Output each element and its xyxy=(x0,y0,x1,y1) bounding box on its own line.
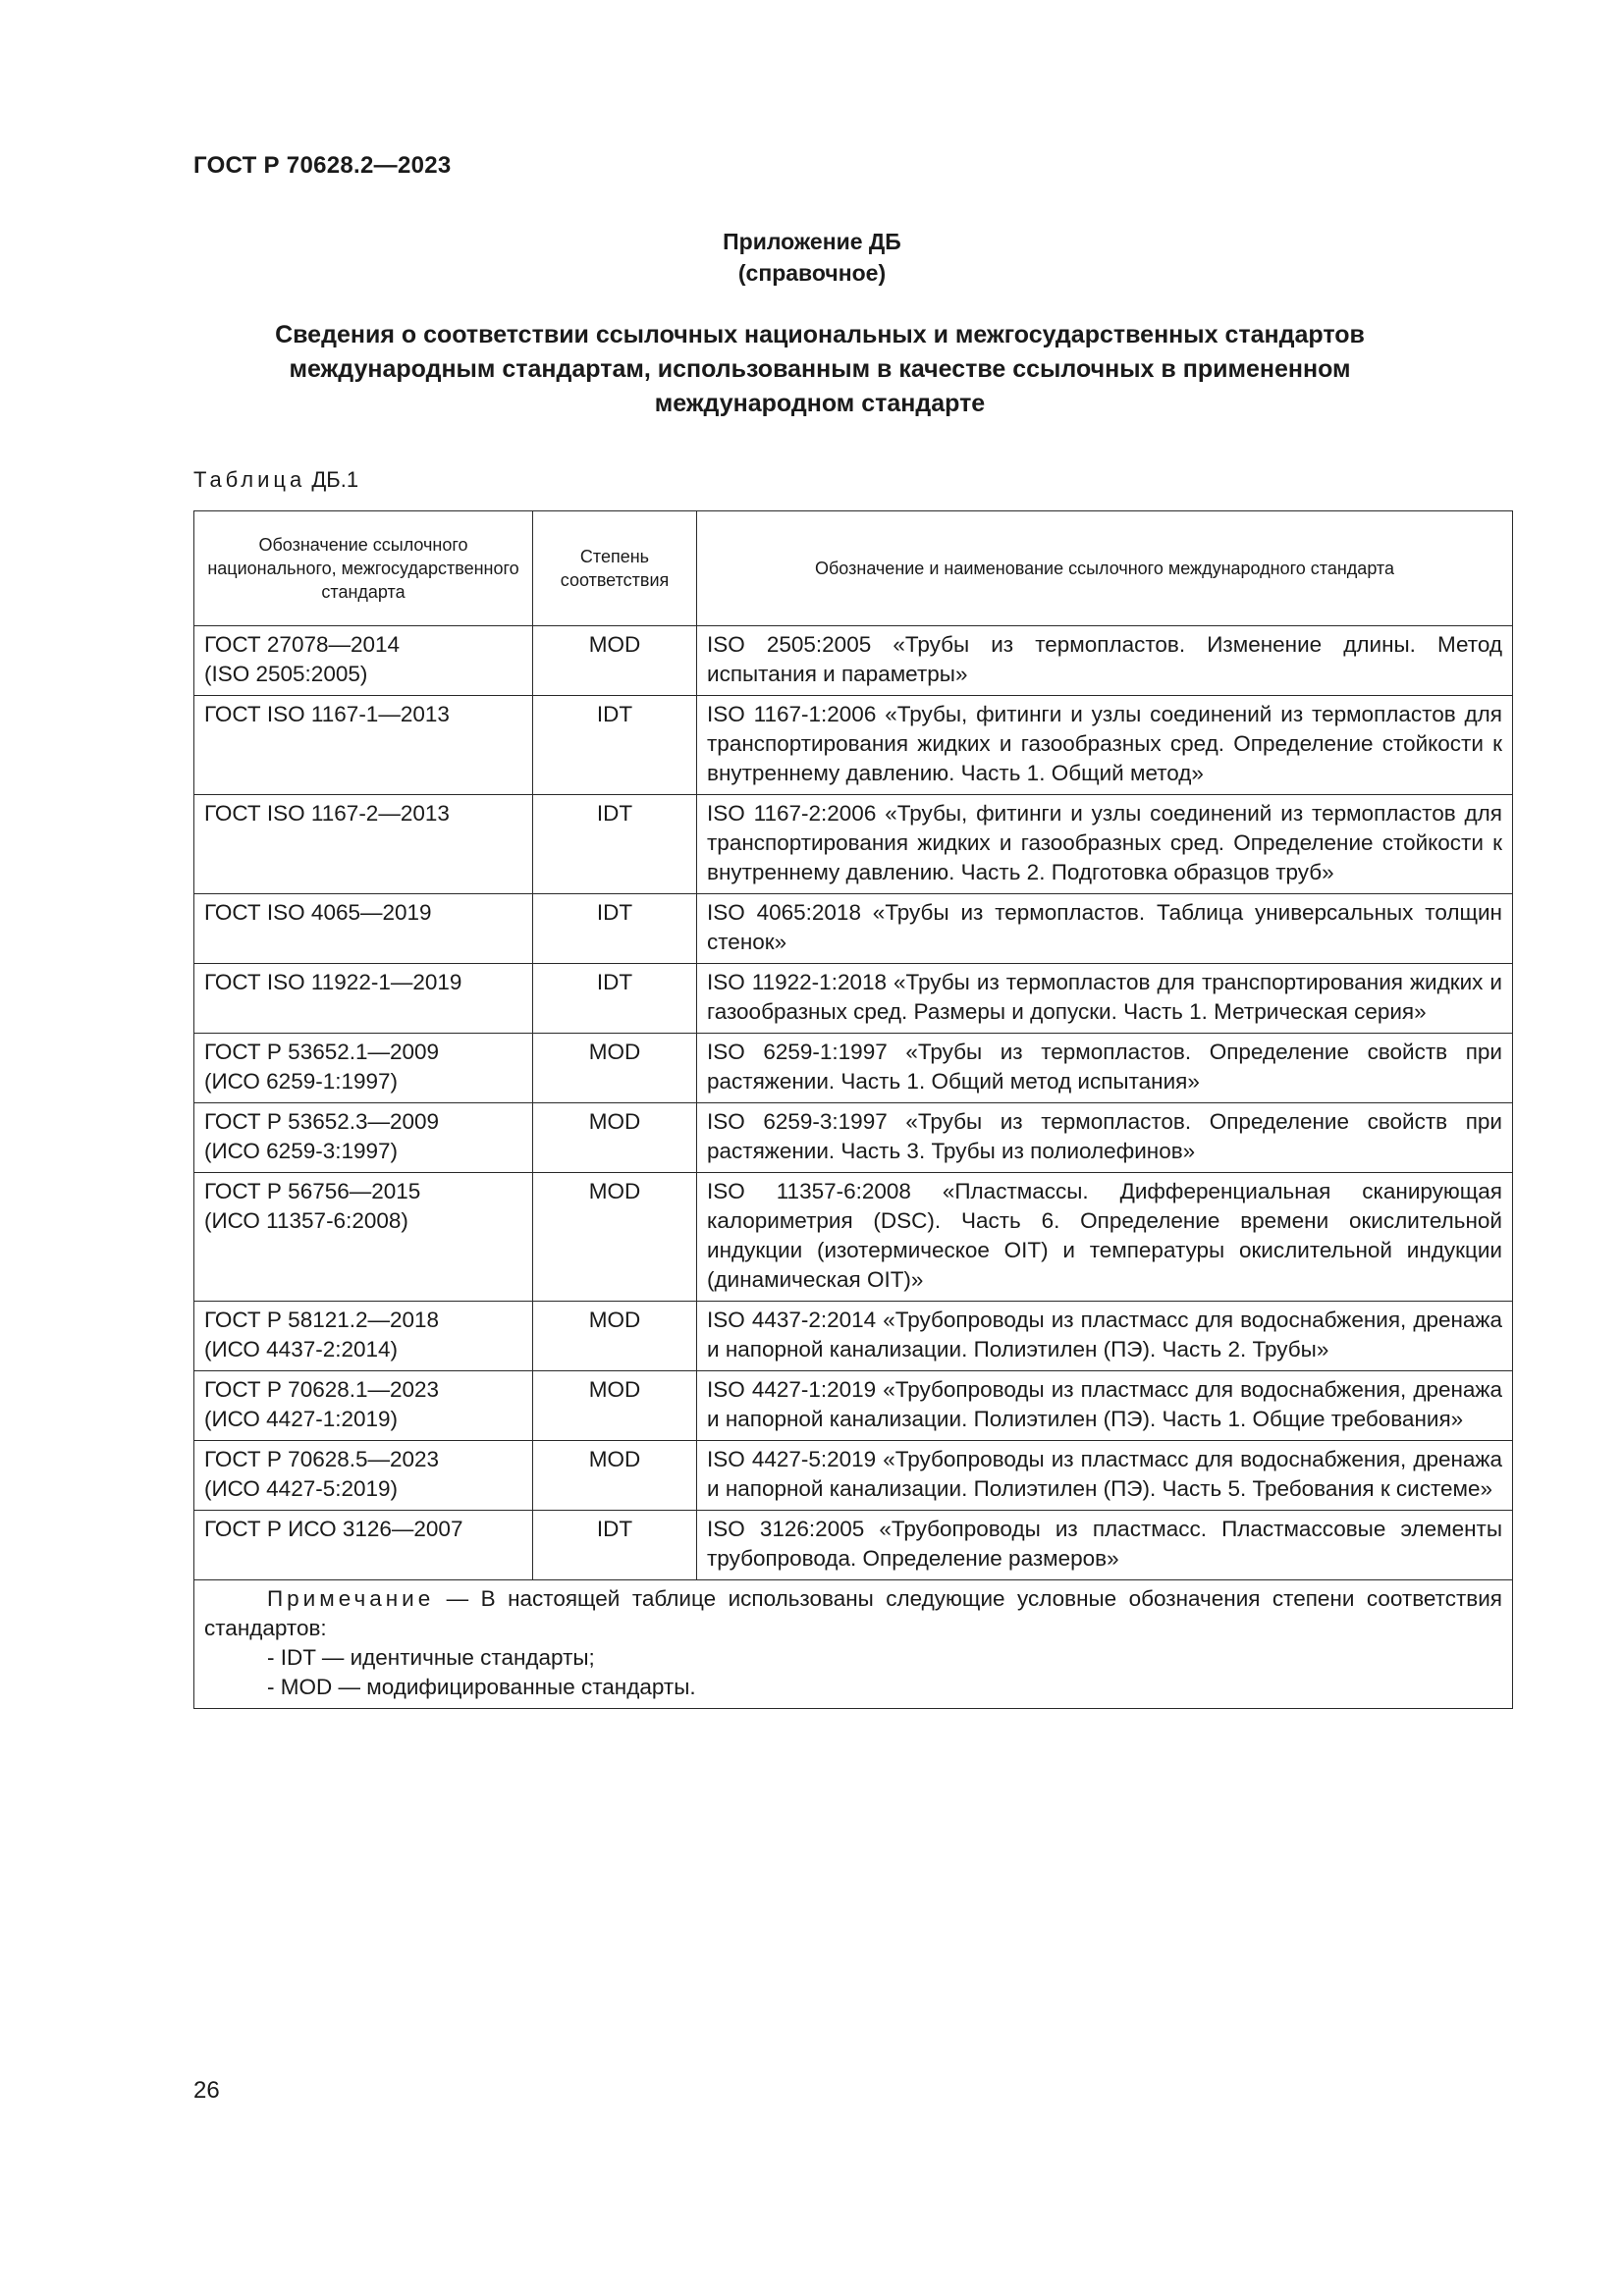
note-item: - IDT — идентичные стандарты; xyxy=(267,1645,595,1670)
cell-degree: MOD xyxy=(533,1173,697,1302)
cell-designation xyxy=(194,795,533,894)
table-row xyxy=(194,626,1513,696)
table-row xyxy=(194,894,1513,964)
table-row xyxy=(194,696,1513,795)
cell-degree: MOD xyxy=(533,1034,697,1103)
cell-degree: IDT xyxy=(533,795,697,894)
cell-designation xyxy=(194,964,533,1034)
cell-degree: IDT xyxy=(533,696,697,795)
designation-line: (ISO 2505:2005) xyxy=(204,662,368,686)
cell-international-standard: ISO 11357-6:2008 «Пластмассы. Дифференциальная сканирующая калориметрия (DSC). Часть 6. Определение времени окислительной индукции (изотермическое OIT) и температуры окислительной индукции (динамическая OIT)» xyxy=(697,1173,1513,1302)
designation-line: (ИСО 4437-2:2014) xyxy=(204,1337,399,1362)
cell-international-standard: ISO 4065:2018 «Трубы из термопластов. Таблица универсальных толщин стенок» xyxy=(697,894,1513,964)
designation-line: ГОСТ Р 56756—2015 xyxy=(204,1179,421,1203)
cell-degree: IDT xyxy=(533,1511,697,1580)
designation-line: (ИСО 4427-5:2019) xyxy=(204,1476,399,1501)
cell-international-standard: ISO 4427-5:2019 «Трубопроводы из пластмасс для водоснабжения, дренажа и напорной канализации. Полиэтилен (ПЭ). Часть 5. Требования к системе» xyxy=(697,1441,1513,1511)
table-caption-number: ДБ.1 xyxy=(311,467,359,492)
cell-degree: MOD xyxy=(533,1302,697,1371)
table-row xyxy=(194,1511,1513,1580)
note-label: Примечание xyxy=(267,1586,435,1611)
cell-designation xyxy=(194,1511,533,1580)
cell-designation xyxy=(194,626,533,696)
cell-degree: IDT xyxy=(533,964,697,1034)
cell-designation xyxy=(194,1034,533,1103)
designation-line: (ИСО 6259-3:1997) xyxy=(204,1139,399,1163)
page-number: 26 xyxy=(193,2077,220,2104)
cell-degree: MOD xyxy=(533,626,697,696)
heading-line: международным стандартам, использованным в качестве ссылочных в примененном xyxy=(289,355,1351,383)
cell-degree: MOD xyxy=(533,1441,697,1511)
cell-international-standard: ISO 3126:2005 «Трубопроводы из пластмасс. Пластмассовые элементы трубопровода. Определение размеров» xyxy=(697,1511,1513,1580)
cell-international-standard: ISO 6259-1:1997 «Трубы из термопластов. Определение свойств при растяжении. Часть 1. Общий метод испытания» xyxy=(697,1034,1513,1103)
designation-line: ГОСТ Р 58121.2—2018 xyxy=(204,1308,440,1332)
cell-degree: IDT xyxy=(533,894,697,964)
heading-line: Сведения о соответствии ссылочных национальных и межгосударственных стандартов xyxy=(275,321,1365,348)
cell-international-standard: ISO 4427-1:2019 «Трубопроводы из пластмасс для водоснабжения, дренажа и напорной канализации. Полиэтилен (ПЭ). Часть 1. Общие требования» xyxy=(697,1371,1513,1441)
designation-line: ГОСТ ISO 11922-1—2019 xyxy=(204,970,462,994)
appendix-title-block xyxy=(0,226,1624,289)
heading-line: международном стандарте xyxy=(654,390,986,417)
cell-degree: MOD xyxy=(533,1371,697,1441)
cell-international-standard: ISO 1167-1:2006 «Трубы, фитинги и узлы соединений из термопластов для транспортирования жидких и газообразных сред. Определение стойкости к внутреннему давлению. Часть 1. Общий метод» xyxy=(697,696,1513,795)
designation-line: ГОСТ 27078—2014 xyxy=(204,632,401,657)
document-code: ГОСТ Р 70628.2—2023 xyxy=(193,152,452,179)
designation-line: ГОСТ ISO 1167-1—2013 xyxy=(204,702,450,726)
cell-designation xyxy=(194,1103,533,1173)
designation-line: ГОСТ Р 70628.1—2023 xyxy=(204,1377,440,1402)
cell-designation xyxy=(194,696,533,795)
table-row xyxy=(194,1173,1513,1302)
table-note-row xyxy=(194,1580,1513,1709)
cell-international-standard: ISO 4437-2:2014 «Трубопроводы из пластмасс для водоснабжения, дренажа и напорной канализации. Полиэтилен (ПЭ). Часть 2. Трубы» xyxy=(697,1302,1513,1371)
table-row xyxy=(194,964,1513,1034)
column-header-international: Обозначение и наименование ссылочного международного стандарта xyxy=(697,511,1513,626)
table-row xyxy=(194,1103,1513,1173)
table-body xyxy=(194,626,1513,1580)
cell-designation xyxy=(194,1441,533,1511)
table-row xyxy=(194,1302,1513,1371)
designation-line: (ИСО 4427-1:2019) xyxy=(204,1407,399,1431)
table-caption-label: Таблица xyxy=(193,467,306,492)
cell-designation xyxy=(194,1302,533,1371)
cell-international-standard: ISO 11922-1:2018 «Трубы из термопластов для транспортирования жидких и газообразных сред. Размеры и допуски. Часть 1. Метрическая серия» xyxy=(697,964,1513,1034)
table-row xyxy=(194,1441,1513,1511)
note-text: — В настоящей таблице использованы следующие условные обозначения степени соответствия стандартов: xyxy=(204,1586,1502,1640)
cell-international-standard: ISO 6259-3:1997 «Трубы из термопластов. Определение свойств при растяжении. Часть 3. Трубы из полиолефинов» xyxy=(697,1103,1513,1173)
appendix-title: Приложение ДБ xyxy=(723,229,901,254)
standards-table xyxy=(193,510,1513,1709)
designation-line: ГОСТ Р 70628.5—2023 xyxy=(204,1447,440,1471)
table-row xyxy=(194,795,1513,894)
cell-designation xyxy=(194,1371,533,1441)
table-header-row xyxy=(194,511,1513,626)
note-item: - MOD — модифицированные стандарты. xyxy=(267,1675,696,1699)
appendix-subtitle: (справочное) xyxy=(737,260,887,286)
designation-line: (ИСО 6259-1:1997) xyxy=(204,1069,399,1094)
table-row xyxy=(194,1034,1513,1103)
column-header-degree: Степень соответствия xyxy=(533,511,697,626)
cell-international-standard: ISO 2505:2005 «Трубы из термопластов. Изменение длины. Метод испытания и параметры» xyxy=(697,626,1513,696)
designation-line: ГОСТ ISO 4065—2019 xyxy=(204,900,432,925)
table-note xyxy=(194,1580,1513,1709)
designation-line: ГОСТ ISO 1167-2—2013 xyxy=(204,801,450,826)
section-heading xyxy=(226,318,1414,421)
designation-line: ГОСТ Р 53652.3—2009 xyxy=(204,1109,440,1134)
table-caption xyxy=(193,467,358,493)
column-header-designation: Обозначение ссылочного национального, межгосударственного стандарта xyxy=(194,511,533,626)
cell-designation xyxy=(194,894,533,964)
cell-international-standard: ISO 1167-2:2006 «Трубы, фитинги и узлы соединений из термопластов для транспортирования жидких и газообразных сред. Определение стойкости к внутреннему давлению. Часть 2. Подготовка образцов труб» xyxy=(697,795,1513,894)
designation-line: (ИСО 11357-6:2008) xyxy=(204,1208,408,1233)
cell-designation xyxy=(194,1173,533,1302)
designation-line: ГОСТ Р 53652.1—2009 xyxy=(204,1040,440,1064)
designation-line: ГОСТ Р ИСО 3126—2007 xyxy=(204,1517,463,1541)
table-row xyxy=(194,1371,1513,1441)
cell-degree: MOD xyxy=(533,1103,697,1173)
